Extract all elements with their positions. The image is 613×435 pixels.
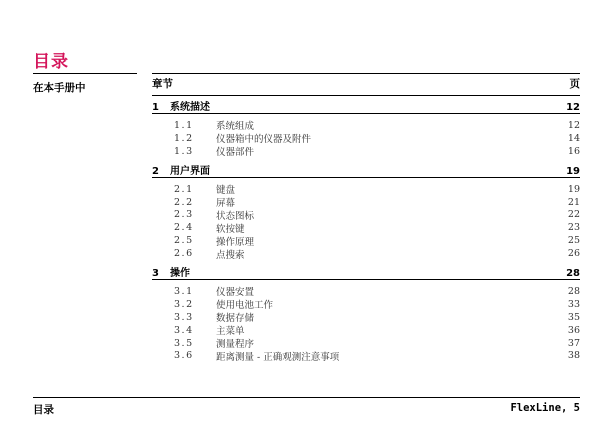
section-page: 26: [567, 248, 580, 260]
section-page: 37: [567, 337, 580, 349]
chapter-page: 28: [566, 268, 580, 280]
toc-section-row[interactable]: [152, 311, 580, 324]
chapter-title: 操作: [170, 268, 190, 280]
chapter-title: 用户界面: [170, 165, 210, 177]
toc-section-row[interactable]: [152, 196, 580, 209]
section-number: 3.5: [174, 337, 194, 349]
toc-section-row[interactable]: [152, 247, 580, 260]
section-page: 33: [567, 298, 580, 310]
section-number: 2.5: [174, 235, 194, 247]
toc-chapter-row[interactable]: [152, 262, 580, 280]
chapter-title: 系统描述: [170, 102, 210, 113]
toc-header-chapter: 章节: [152, 78, 173, 90]
toc-header: [152, 77, 580, 96]
chapter-number: 2: [152, 165, 159, 177]
section-number: 3.6: [174, 350, 194, 362]
chapter-number: 3: [152, 268, 159, 280]
toc-section-row[interactable]: [152, 221, 580, 234]
section-title: 仪器安置: [216, 287, 255, 299]
section-title: 键盘: [216, 185, 236, 197]
section-number: 3.3: [174, 311, 194, 323]
toc-chapter-row[interactable]: [152, 160, 580, 178]
section-page: 25: [567, 235, 580, 247]
chapter-page: 19: [566, 165, 580, 177]
toc-section-list: [152, 280, 580, 364]
top-rule-left: [33, 73, 137, 74]
section-number: 3.2: [174, 298, 194, 310]
section-number: 2.4: [174, 222, 194, 234]
section-number: 2.6: [174, 248, 194, 260]
toc-section-row[interactable]: [152, 132, 580, 145]
page-title: 目录: [33, 52, 69, 72]
section-number: 1.1: [174, 119, 194, 131]
section-page: 19: [567, 183, 580, 195]
section-title: 软按键: [216, 223, 245, 235]
section-number: 2.1: [174, 183, 194, 195]
footer-rule: [33, 397, 580, 398]
footer-right: FlexLine, 5: [510, 402, 580, 414]
toc-section-list: [152, 178, 580, 262]
side-label: 在本手册中: [33, 82, 86, 94]
section-page: 14: [567, 132, 580, 144]
section-title: 仪器部件: [216, 147, 255, 159]
toc-section-row[interactable]: [152, 183, 580, 196]
top-rule-right: [152, 73, 580, 74]
section-number: 3.1: [174, 285, 194, 297]
toc-header-page: 页: [569, 78, 580, 90]
section-page: 35: [567, 311, 580, 323]
section-page: 36: [567, 324, 580, 336]
section-page: 28: [567, 285, 580, 297]
section-number: 1.3: [174, 145, 194, 157]
section-title: 测量程序: [216, 339, 255, 351]
toc-table: [152, 77, 580, 364]
section-title: 仪器箱中的仪器及附件: [216, 134, 312, 146]
section-page: 16: [567, 145, 580, 157]
footer-left: 目录: [33, 404, 54, 416]
section-title: 距离测量 - 正确观测注意事项: [216, 351, 340, 363]
section-title: 使用电池工作: [216, 300, 274, 312]
section-title: 数据存储: [216, 313, 255, 325]
toc-section-row[interactable]: [152, 208, 580, 221]
section-title: 系统组成: [216, 121, 255, 133]
section-page: 38: [567, 350, 580, 362]
section-title: 屏幕: [216, 198, 236, 210]
toc-section-row[interactable]: [152, 119, 580, 132]
section-page: 21: [567, 196, 580, 208]
toc-section-list: [152, 114, 580, 160]
section-number: 3.4: [174, 324, 194, 336]
toc-section-row[interactable]: [152, 349, 580, 362]
section-number: 1.2: [174, 132, 194, 144]
section-title: 主菜单: [216, 326, 245, 338]
toc-section-row[interactable]: [152, 145, 580, 158]
section-title: 点搜索: [216, 249, 245, 261]
section-title: 操作原理: [216, 236, 255, 248]
chapter-number: 1: [152, 102, 159, 113]
toc-section-row[interactable]: [152, 285, 580, 298]
section-page: 22: [567, 209, 580, 221]
section-page: 12: [567, 119, 580, 131]
toc-section-row[interactable]: [152, 337, 580, 350]
section-number: 2.3: [174, 209, 194, 221]
toc-section-row[interactable]: [152, 324, 580, 337]
section-page: 23: [567, 222, 580, 234]
section-title: 状态图标: [216, 210, 255, 222]
section-number: 2.2: [174, 196, 194, 208]
toc-body: [152, 96, 580, 364]
toc-chapter-row[interactable]: [152, 96, 580, 114]
chapter-page: 12: [566, 102, 580, 113]
toc-section-row[interactable]: [152, 234, 580, 247]
toc-section-row[interactable]: [152, 298, 580, 311]
